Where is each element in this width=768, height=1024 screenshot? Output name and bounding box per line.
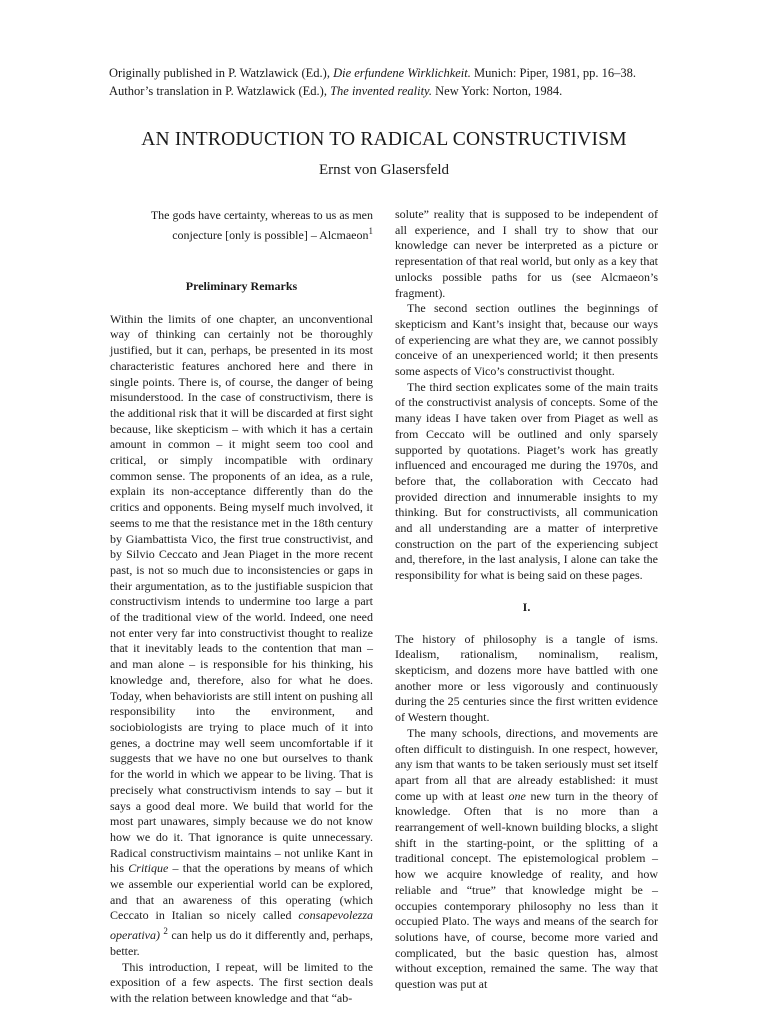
paragraph: The third section explicates some of the main traits of the constructivist analysis of concepts. Some of the many ideas I have taken over from Piaget as well as from Ceccato will be outlined and only sparsely supported by quotations. Piaget’s work has greatly influenced and encouraged me during the 1970s, and before that, the collaboration with Ceccato had provided direction and innumerable insights to my thinking. But for constructivists, all communication and all understanding are a matter of interpretive construction on the part of the experiencing subject and, therefore, in the last analysis, I alone can take the responsibility for what is being said on these pages.: [395, 379, 658, 583]
source-line-2: [109, 82, 709, 100]
paragraph-text: Within the limits of one chapter, an unconventional way of thinking can certainly not be thoroughly justified, but it can, perhaps, be presented in its most characteristic features anchored here and there in single points. There is, of course, the danger of being misunderstood. In the case of constructivism, there is the additional risk that it will be discarded at first sight because, like skepticism – with which it has a certain amount in common – it might seem too cool and critical, or simply incompatible with ordinary common sense. The proponents of an idea, as a rule, explain its non-acceptance differently than do the critics and opponents. Being myself much involved, it seems to me that the resistance met in the 18th century by Giambattista Vico, the first true constructivist, and by Silvio Ceccato and Jean Piaget in the more recent past, is not so much due to inconsistencies or gaps in their argumentation, as to the justifiable suspicion that constructivism intends to undermine too large a part of the traditional view of the world. Indeed, one need not enter very far into constructivist thought to realize that it inevitably leads to the contention that man – and man alone – is responsible for his thinking, his knowledge and, therefore, also for what he does. Today, when behaviorists are still intent on pushing all responsibility into the environment, and sociobiologists are trying to place much of it into genes, a doctrine may well seem uncomfortable if it suggests that we have no one but ourselves to thank for the world in which we appear to be living. That is precisely what constructivism intends to say – but it says a good deal more. We build that world for the most part unawares, simply because we do not know how we do it. That ignorance is quite unnecessary. Radical constructivism maintains – not unlike Kant in his: [110, 311, 373, 876]
article-title: AN INTRODUCTION TO RADICAL CONSTRUCTIVISM: [141, 129, 627, 150]
emphasis: Critique: [128, 861, 169, 876]
source-text: Munich: Piper, 1981, pp. 16–38.: [470, 66, 637, 80]
source-book-title: The invented reality.: [330, 84, 433, 98]
article-author: Ernst von Glasersfeld: [319, 162, 449, 178]
emphasis: consapevolezza operativa): [110, 908, 373, 943]
emphasis: one: [508, 788, 526, 803]
source-line-1: [109, 64, 709, 82]
footnote-marker: 2: [163, 926, 168, 937]
left-column: [110, 207, 373, 1007]
paragraph: solute” reality that is supposed to be independent of all experience, and I shall try to show that our knowledge can never be interpreted as a picture or representation of that real world, but only as a key that unlocks possible paths for us (see Alcmaeon’s fragment).: [395, 207, 658, 300]
epigraph-line: conjecture [only is possible] – Alcmaeon: [172, 228, 369, 242]
section-heading: Preliminary Remarks: [185, 279, 298, 293]
source-text: Originally published in P. Watzlawick (Ed.),: [109, 66, 334, 80]
paragraph-text: can help us do it differently and, perhaps, better.: [110, 928, 373, 958]
source-text: Author’s translation in P. Watzlawick (Ed.),: [109, 84, 331, 98]
paragraph: The history of philosophy is a tangle of isms. Idealism, rationalism, nominalism, realism, skepticism, and dozens more have battled with one another more or less vigorously and continuously during the 25 centuries since the first written evidence of Western thought.: [395, 631, 658, 725]
source-note: [109, 64, 709, 100]
footnote-marker: 1: [368, 226, 373, 236]
section-number: I.: [522, 599, 531, 614]
paragraph: This introduction, I repeat, will be limited to the exposition of a few aspects. The first section deals with the relation between knowledge and that “ab-: [110, 959, 373, 1005]
right-column: [395, 207, 658, 993]
paragraph: The second section outlines the beginnings of skepticism and Kant’s insight that, because our ways of experiencing are what they are, we cannot possibly conceive of an unexperienced world; it then presents some aspects of Vico’s constructivist thought.: [395, 301, 658, 379]
epigraph: [110, 207, 373, 243]
paragraph: [110, 312, 373, 960]
source-book-title: Die erfundene Wirklichkeit.: [333, 66, 471, 80]
epigraph-line: The gods have certainty, whereas to us as men: [150, 208, 373, 222]
paragraph-text: – that the operations by means of which we assemble our experiential world can be explored, and that an awareness of this operating (which Ceccato in Italian so nicely called: [110, 861, 373, 923]
paragraph: [395, 726, 658, 993]
paragraph-text: new turn in the theory of knowledge. Often that is no more than a rearrangement of well-known building blocks, a slight shift in the starting-point, or the splitting of a traditional concept. The epistemological problem – how we acquire knowledge of reality, and how reliable and “true” that knowledge might be – occupies contemporary philosophy no less than it occupied Plato. The ways and means of the search for solutions have, of course, become more varied and complicated, but the basic question has, almost without exception, remained the same. The way that question was put at: [395, 788, 658, 992]
paragraph-text: The many schools, directions, and movements are often difficult to distinguish. In one respect, however, any ism that wants to be taken seriously must set itself apart from all that are already established: it must come up with at least: [395, 725, 658, 803]
source-text: New York: Norton, 1984.: [432, 84, 563, 98]
